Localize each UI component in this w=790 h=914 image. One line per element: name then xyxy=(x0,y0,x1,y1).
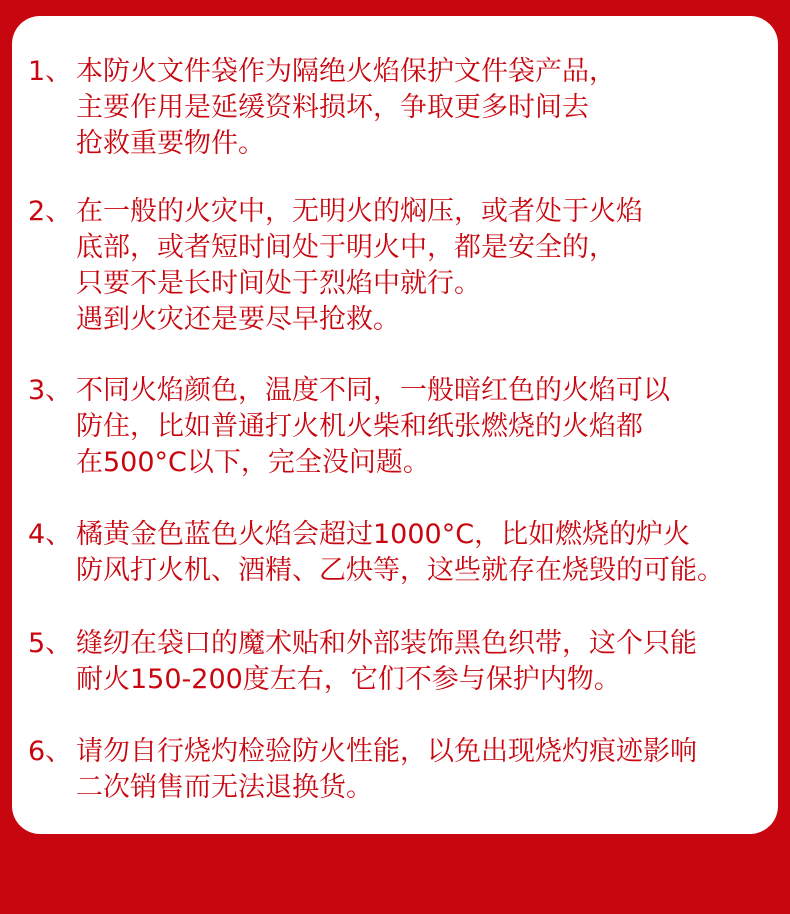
item-number: 3、 xyxy=(28,375,73,406)
item-line: 只要不是长时间处于烈焰中就行。 xyxy=(76,268,481,299)
item-line: 防风打火机、酒精、乙炔等，这些就存在烧毁的可能。 xyxy=(76,555,724,586)
item-number: 4、 xyxy=(28,519,73,550)
item-line: 橘黄金色蓝色火焰会超过1000°C，比如燃烧的炉火 xyxy=(76,519,691,550)
item-line: 在一般的火灾中，无明火的焖压，或者处于火焰 xyxy=(76,196,643,227)
item-line: 本防火文件袋作为隔绝火焰保护文件袋产品， xyxy=(76,56,616,87)
item-number: 6、 xyxy=(28,736,73,767)
item-line: 请勿自行烧灼检验防火性能，以免出现烧灼痕迹影响 xyxy=(76,736,697,767)
item-line: 耐火150-200度左右，它们不参与保护内物。 xyxy=(76,664,621,695)
item-number: 2、 xyxy=(28,196,73,227)
item-line: 在500°C以下，完全没问题。 xyxy=(76,447,430,478)
item-line: 主要作用是延缓资料损坏，争取更多时间去 xyxy=(76,92,589,123)
item-line: 不同火焰颜色，温度不同，一般暗红色的火焰可以 xyxy=(76,375,670,406)
item-number: 5、 xyxy=(28,628,73,659)
item-line: 底部，或者短时间处于明火中，都是安全的， xyxy=(76,232,616,263)
item-number: 1、 xyxy=(28,56,73,87)
item-line: 缝纫在袋口的魔术贴和外部装饰黑色织带，这个只能 xyxy=(76,628,697,659)
item-line: 抢救重要物件。 xyxy=(76,128,265,159)
item-line: 二次销售而无法退换货。 xyxy=(76,772,373,803)
notice-card xyxy=(12,16,778,834)
item-line: 遇到火灾还是要尽早抢救。 xyxy=(76,304,400,335)
item-line: 防住，比如普通打火机火柴和纸张燃烧的火焰都 xyxy=(76,411,643,442)
